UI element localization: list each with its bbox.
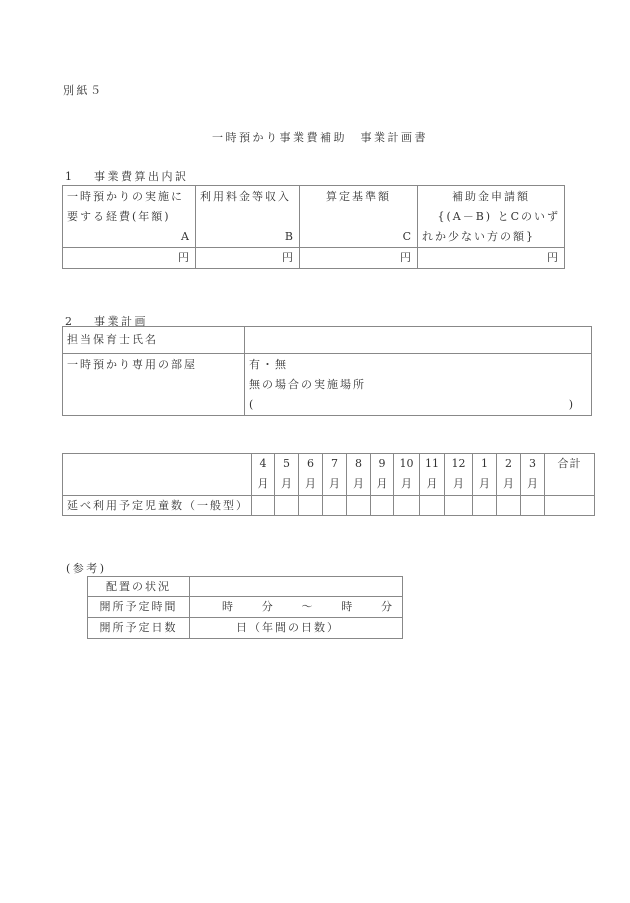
opening-days-field[interactable]: 日（年間の日数） [190, 618, 403, 639]
month-header-12: 12 月 [445, 454, 473, 496]
header-text: {(A－B) とCのいず [437, 210, 560, 223]
amount-c-field[interactable]: 円 [300, 248, 418, 269]
header-text: 利用料金等収入 [200, 190, 291, 203]
alternate-location-note: 無の場合の実施場所 [249, 378, 366, 391]
blank-header-cell [63, 454, 252, 496]
month-header-10: 10 月 [394, 454, 420, 496]
header-subsidy-request [418, 186, 565, 248]
dedicated-room-label: 一時預かり専用の部屋 [63, 354, 245, 416]
hour-start-unit: 時 [222, 600, 235, 613]
cost-breakdown-table [62, 185, 565, 269]
staffing-label: 配置の状況 [88, 577, 190, 597]
dedicated-room-cell [245, 354, 592, 416]
minute-start-unit: 分 [261, 600, 275, 613]
usage-cell-2[interactable] [497, 496, 521, 516]
business-plan-table [62, 326, 592, 416]
month-header-1: 1 月 [473, 454, 497, 496]
opening-days-label: 開所予定日数 [88, 618, 190, 639]
header-revenue-b [196, 186, 300, 248]
usage-cell-5[interactable] [275, 496, 299, 516]
usage-cell-3[interactable] [521, 496, 545, 516]
document-title: 一時預かり事業費補助 事業計画書 [212, 131, 428, 144]
header-standard-c [300, 186, 418, 248]
monthly-usage-table [62, 453, 595, 516]
total-header: 合計 [545, 454, 595, 496]
usage-cell-10[interactable] [394, 496, 420, 516]
header-text: れか少ない方の額} [422, 230, 535, 243]
section2-heading: 2 事業計画 [65, 315, 148, 328]
month-header-9: 9 月 [371, 454, 394, 496]
month-header-11: 11 月 [420, 454, 445, 496]
month-header-3: 3 月 [521, 454, 545, 496]
month-header-6: 6 月 [299, 454, 323, 496]
month-header-8: 8 月 [347, 454, 371, 496]
hour-end-unit: 時 [341, 600, 355, 613]
header-letter: B [284, 230, 295, 243]
room-availability-option[interactable]: 有・無 [249, 358, 288, 371]
minute-end-unit: 分 [381, 600, 394, 613]
month-header-5: 5 月 [275, 454, 299, 496]
section1-heading: 1 事業費算出内訳 [65, 170, 189, 183]
usage-cell-8[interactable] [347, 496, 371, 516]
month-header-4: 4 月 [252, 454, 275, 496]
usage-cell-total[interactable] [545, 496, 595, 516]
header-letter: C [402, 230, 413, 243]
header-text: 補助金申請額 [452, 190, 530, 203]
subsidy-amount-field[interactable]: 円 [418, 248, 565, 269]
header-letter: A [181, 230, 191, 243]
usage-cell-12[interactable] [445, 496, 473, 516]
usage-cell-11[interactable] [420, 496, 445, 516]
paren-close: ) [568, 398, 575, 411]
opening-hours-label: 開所予定時間 [88, 597, 190, 618]
usage-cell-7[interactable] [323, 496, 347, 516]
reference-heading: (参考) [66, 562, 107, 575]
range-tilde: ～ [301, 600, 315, 613]
usage-row-label: 延べ利用予定児童数（一般型） [63, 496, 252, 516]
header-cost-a [63, 186, 196, 248]
nursery-staff-name-field[interactable] [245, 327, 592, 354]
month-header-2: 2 月 [497, 454, 521, 496]
header-text: 要する経費(年額) [67, 210, 171, 223]
nursery-staff-label: 担当保育士氏名 [63, 327, 245, 354]
opening-hours-field[interactable] [190, 597, 403, 618]
header-text: 一時預かりの実施に [67, 190, 184, 203]
usage-cell-6[interactable] [299, 496, 323, 516]
amount-b-field[interactable]: 円 [196, 248, 300, 269]
alternate-location-field[interactable] [249, 395, 587, 415]
usage-cell-9[interactable] [371, 496, 394, 516]
amount-a-field[interactable]: 円 [63, 248, 196, 269]
usage-cell-4[interactable] [252, 496, 275, 516]
reference-table [87, 576, 403, 639]
paren-open: ( [249, 398, 256, 411]
staffing-field[interactable] [190, 577, 403, 597]
usage-cell-1[interactable] [473, 496, 497, 516]
annex-label: 別紙５ [63, 84, 104, 97]
header-text: 算定基準額 [326, 190, 391, 203]
month-header-7: 7 月 [323, 454, 347, 496]
